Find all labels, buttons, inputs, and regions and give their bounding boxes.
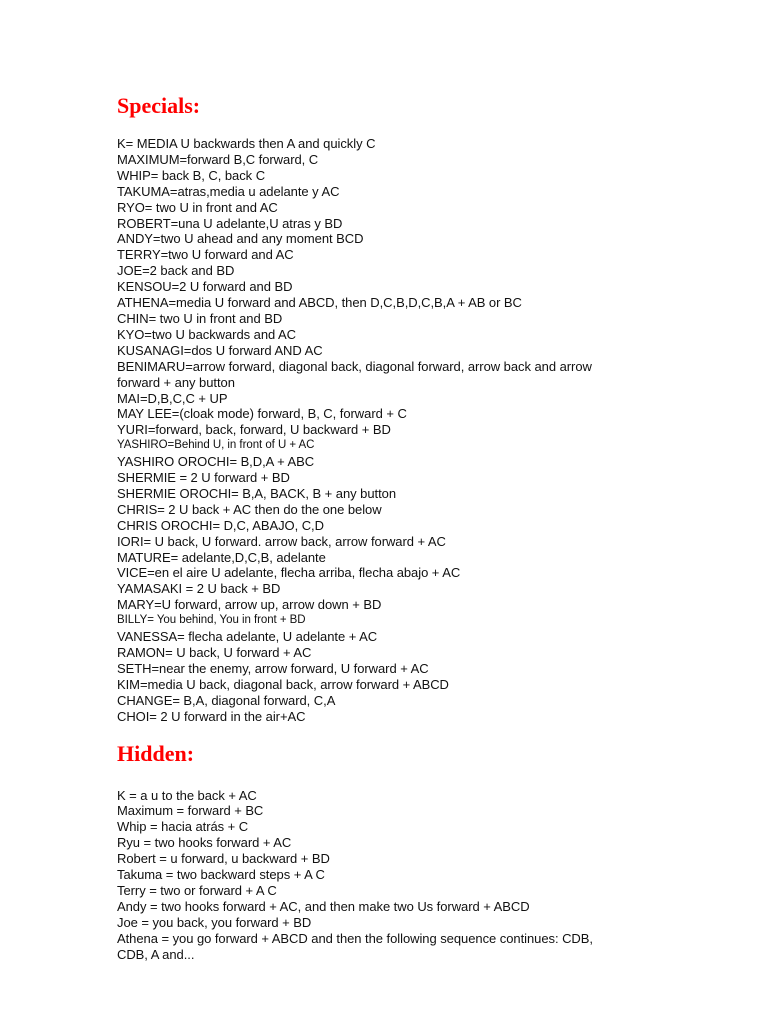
specials-move-item: SHERMIE = 2 U forward + BD bbox=[117, 470, 290, 486]
hidden-move-item: Athena = you go forward + ABCD and then the following sequence continues: CDB, CDB, A and... bbox=[117, 930, 593, 962]
specials-move-item: MARY=U forward, arrow up, arrow down + BD bbox=[117, 597, 382, 613]
specials-move-item: YASHIRO OROCHI= B,D,A + ABC bbox=[117, 454, 315, 470]
hidden-move-item: Maximum = forward + BC bbox=[117, 803, 264, 819]
specials-move-item: MATURE= adelante,D,C,B, adelante bbox=[117, 549, 326, 565]
hidden-list bbox=[117, 788, 728, 963]
specials-move-item: MAI=D,B,C,C + UP bbox=[117, 390, 228, 406]
specials-move-item: VICE=en el aire U adelante, flecha arriba, flecha abajo + AC bbox=[117, 565, 461, 581]
specials-move-item: ROBERT=una U adelante,U atras y BD bbox=[117, 215, 343, 231]
specials-move-item: SETH=near the enemy, arrow forward, U forward + AC bbox=[117, 660, 429, 676]
specials-move-item: IORI= U back, U forward. arrow back, arrow forward + AC bbox=[117, 533, 446, 549]
specials-move-item: KIM=media U back, diagonal back, arrow forward + ABCD bbox=[117, 676, 449, 692]
specials-move-item: SHERMIE OROCHI= B,A, BACK, B + any button bbox=[117, 485, 396, 501]
specials-move-item: CHRIS= 2 U back + AC then do the one below bbox=[117, 501, 382, 517]
specials-move-item: ATHENA=media U forward and ABCD, then D,C,B,D,C,B,A + AB or BC bbox=[117, 295, 522, 311]
specials-move-item: MAY LEE=(cloak mode) forward, B, C, forward + C bbox=[117, 406, 407, 422]
specials-move-item: KENSOU=2 U forward and BD bbox=[117, 279, 293, 295]
specials-move-item: KUSANAGI=dos U forward AND AC bbox=[117, 342, 323, 358]
specials-move-item: MAXIMUM=forward B,C forward, C bbox=[117, 151, 319, 167]
specials-move-item: WHIP= back B, C, back C bbox=[117, 167, 266, 183]
specials-move-item: CHRIS OROCHI= D,C, ABAJO, C,D bbox=[117, 517, 324, 533]
hidden-move-item: Ryu = two hooks forward + AC bbox=[117, 835, 292, 851]
hidden-move-item: Terry = two or forward + A C bbox=[117, 882, 277, 898]
specials-move-item: K= MEDIA U backwards then A and quickly C bbox=[117, 136, 376, 151]
hidden-move-item: Robert = u forward, u backward + BD bbox=[117, 851, 330, 867]
specials-move-item: CHOI= 2 U forward in the air+AC bbox=[117, 708, 306, 724]
specials-move-item: YAMASAKI = 2 U back + BD bbox=[117, 581, 281, 597]
specials-move-item: RAMON= U back, U forward + AC bbox=[117, 645, 312, 660]
specials-move-item: BENIMARU=arrow forward, diagonal back, diagonal forward, arrow back and arrow forward + any button bbox=[117, 358, 592, 390]
specials-move-item: BILLY= You behind, You in front + BD bbox=[117, 614, 306, 627]
specials-move-item: RYO= two U in front and AC bbox=[117, 199, 278, 215]
specials-move-item: JOE=2 back and BD bbox=[117, 263, 235, 279]
hidden-move-item: Joe = you back, you forward + BD bbox=[117, 914, 312, 930]
hidden-move-item: Takuma = two backward steps + A C bbox=[117, 867, 325, 883]
specials-list bbox=[117, 136, 728, 725]
hidden-heading: Hidden: bbox=[117, 740, 195, 766]
specials-move-item: ANDY=two U ahead and any moment BCD bbox=[117, 231, 364, 247]
hidden-move-item: Whip = hacia atrás + C bbox=[117, 819, 249, 835]
hidden-move-item: K = a u to the back + AC bbox=[117, 787, 257, 803]
specials-move-item: TERRY=two U forward and AC bbox=[117, 247, 294, 263]
specials-move-item: TAKUMA=atras,media u adelante y AC bbox=[117, 183, 340, 199]
specials-move-item: CHANGE= B,A, diagonal forward, C,A bbox=[117, 692, 336, 708]
specials-move-item: CHIN= two U in front and BD bbox=[117, 310, 283, 326]
specials-move-item: YASHIRO=Behind U, in front of U + AC bbox=[117, 439, 315, 452]
hidden-move-item: Andy = two hooks forward + AC, and then make two Us forward + ABCD bbox=[117, 898, 530, 914]
specials-move-item: KYO=two U backwards and AC bbox=[117, 326, 296, 342]
specials-heading: Specials: bbox=[117, 93, 201, 118]
specials-move-item: YURI=forward, back, forward, U backward + BD bbox=[117, 422, 391, 438]
specials-move-item: VANESSA= flecha adelante, U adelante + AC bbox=[117, 629, 378, 645]
